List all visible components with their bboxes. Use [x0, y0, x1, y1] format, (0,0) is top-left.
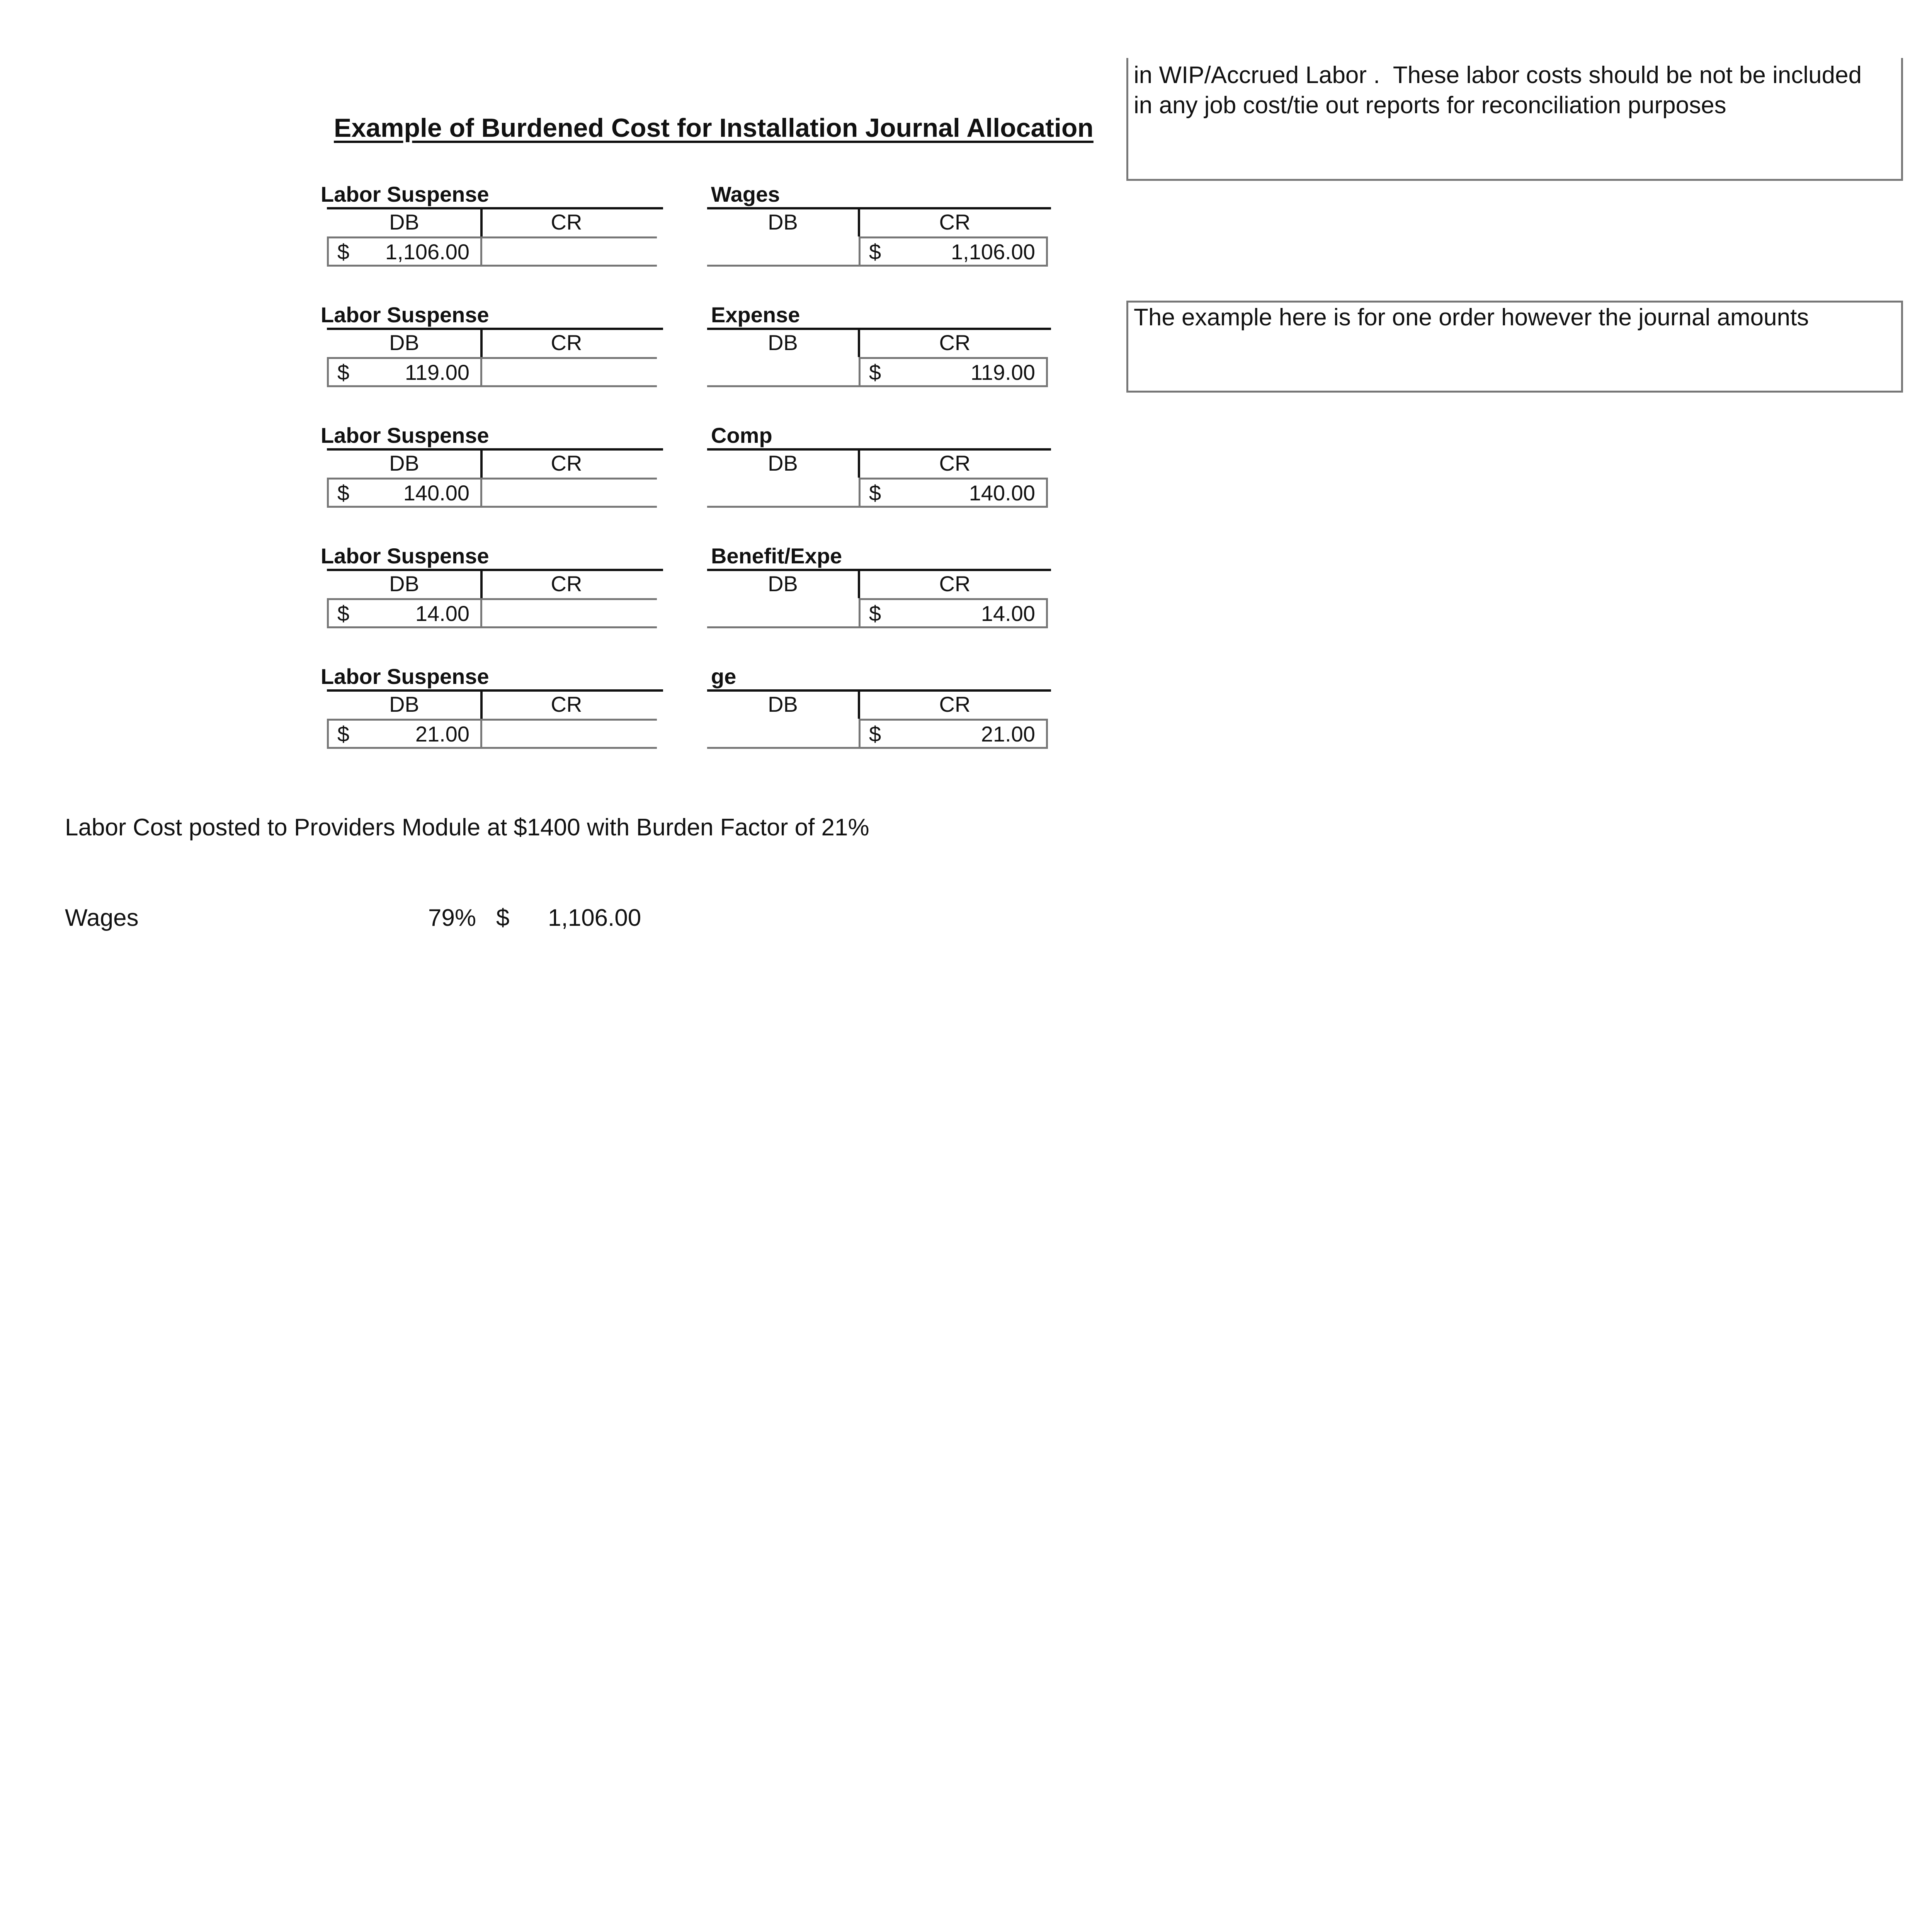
currency-symbol: $	[337, 722, 350, 746]
debit-empty-cell	[707, 598, 859, 628]
currency-symbol: $	[869, 481, 881, 505]
t-account-divider	[858, 689, 860, 719]
t-account-divider	[480, 689, 483, 719]
page-title: Example of Burdened Cost for Installation Journal Allocation	[334, 113, 1094, 143]
db-column-header: DB	[768, 692, 798, 716]
wages-amount: 1,106.00	[548, 905, 641, 931]
debit-amount-cell	[327, 598, 482, 628]
debit-account-name: Labor Suspense	[321, 303, 489, 327]
db-column-header: DB	[768, 571, 798, 596]
note-box-example: The example here is for one order however the journal amounts	[1126, 301, 1903, 393]
credit-empty-cell	[482, 598, 657, 628]
debit-t-account	[321, 543, 657, 632]
wages-percent: 79%	[428, 905, 476, 931]
db-column-header: DB	[389, 692, 419, 716]
credit-t-account	[707, 182, 1051, 270]
credit-amount-cell	[859, 357, 1048, 387]
cr-column-header: CR	[551, 330, 582, 355]
currency-symbol: $	[337, 360, 350, 384]
t-account-divider	[858, 328, 860, 357]
credit-amount-cell	[859, 598, 1048, 628]
credit-amount-cell	[859, 719, 1048, 749]
debit-amount: 21.00	[415, 722, 469, 746]
debit-t-account	[321, 302, 657, 391]
db-column-header: DB	[768, 210, 798, 234]
credit-amount: 119.00	[970, 360, 1035, 384]
t-account-divider	[858, 569, 860, 598]
currency-symbol: $	[869, 240, 881, 264]
credit-account-name: Benefit/Expe	[711, 544, 842, 568]
note-box-wip: in WIP/Accrued Labor . These labor costs should be not be included in any job cost/tie out reports for reconciliation purposes	[1126, 58, 1903, 181]
cr-column-header: CR	[939, 210, 971, 234]
credit-amount: 14.00	[981, 601, 1035, 626]
credit-empty-cell	[482, 478, 657, 508]
debit-amount-cell	[327, 357, 482, 387]
t-account-divider	[480, 207, 483, 236]
debit-amount-cell	[327, 719, 482, 749]
t-account-divider	[858, 448, 860, 478]
credit-t-account	[707, 664, 1051, 753]
db-column-header: DB	[389, 451, 419, 475]
credit-empty-cell	[482, 236, 657, 267]
t-account-divider	[858, 207, 860, 236]
debit-account-name: Labor Suspense	[321, 544, 489, 568]
cr-column-header: CR	[939, 451, 971, 475]
debit-t-account	[321, 182, 657, 270]
credit-account-name: Expense	[711, 303, 800, 327]
credit-account-name: Comp	[711, 423, 772, 447]
cr-column-header: CR	[551, 451, 582, 475]
summary-text: Labor Cost posted to Providers Module at $1400 with Burden Factor of 21%	[65, 814, 869, 841]
debit-amount: 14.00	[415, 601, 469, 626]
credit-amount: 21.00	[981, 722, 1035, 746]
debit-amount-cell	[327, 236, 482, 267]
credit-t-account	[707, 423, 1051, 512]
wages-label: Wages	[65, 905, 139, 931]
debit-t-account	[321, 423, 657, 512]
debit-amount: 119.00	[405, 360, 469, 384]
db-column-header: DB	[389, 571, 419, 596]
wages-currency: $	[496, 905, 510, 931]
db-column-header: DB	[389, 330, 419, 355]
credit-amount-cell	[859, 236, 1048, 267]
credit-t-account	[707, 302, 1051, 391]
credit-amount: 140.00	[969, 481, 1035, 505]
credit-t-account	[707, 543, 1051, 632]
cr-column-header: CR	[939, 692, 971, 716]
cr-column-header: CR	[551, 210, 582, 234]
debit-empty-cell	[707, 719, 859, 749]
debit-empty-cell	[707, 357, 859, 387]
debit-account-name: Labor Suspense	[321, 423, 489, 447]
credit-amount: 1,106.00	[951, 240, 1035, 264]
cr-column-header: CR	[551, 571, 582, 596]
credit-amount-cell	[859, 478, 1048, 508]
debit-account-name: Labor Suspense	[321, 664, 489, 689]
currency-symbol: $	[869, 601, 881, 626]
debit-empty-cell	[707, 236, 859, 267]
debit-amount: 140.00	[403, 481, 469, 505]
cr-column-header: CR	[939, 571, 971, 596]
credit-empty-cell	[482, 357, 657, 387]
t-account-divider	[480, 328, 483, 357]
currency-symbol: $	[869, 722, 881, 746]
db-column-header: DB	[768, 451, 798, 475]
currency-symbol: $	[337, 601, 350, 626]
currency-symbol: $	[337, 481, 350, 505]
db-column-header: DB	[389, 210, 419, 234]
t-account-divider	[480, 569, 483, 598]
debit-amount: 1,106.00	[385, 240, 469, 264]
credit-account-name: ge	[711, 664, 736, 689]
debit-account-name: Labor Suspense	[321, 182, 489, 206]
currency-symbol: $	[337, 240, 350, 264]
credit-empty-cell	[482, 719, 657, 749]
debit-t-account	[321, 664, 657, 753]
t-account-divider	[480, 448, 483, 478]
credit-account-name: Wages	[711, 182, 780, 206]
debit-empty-cell	[707, 478, 859, 508]
currency-symbol: $	[869, 360, 881, 384]
db-column-header: DB	[768, 330, 798, 355]
debit-amount-cell	[327, 478, 482, 508]
cr-column-header: CR	[939, 330, 971, 355]
cr-column-header: CR	[551, 692, 582, 716]
